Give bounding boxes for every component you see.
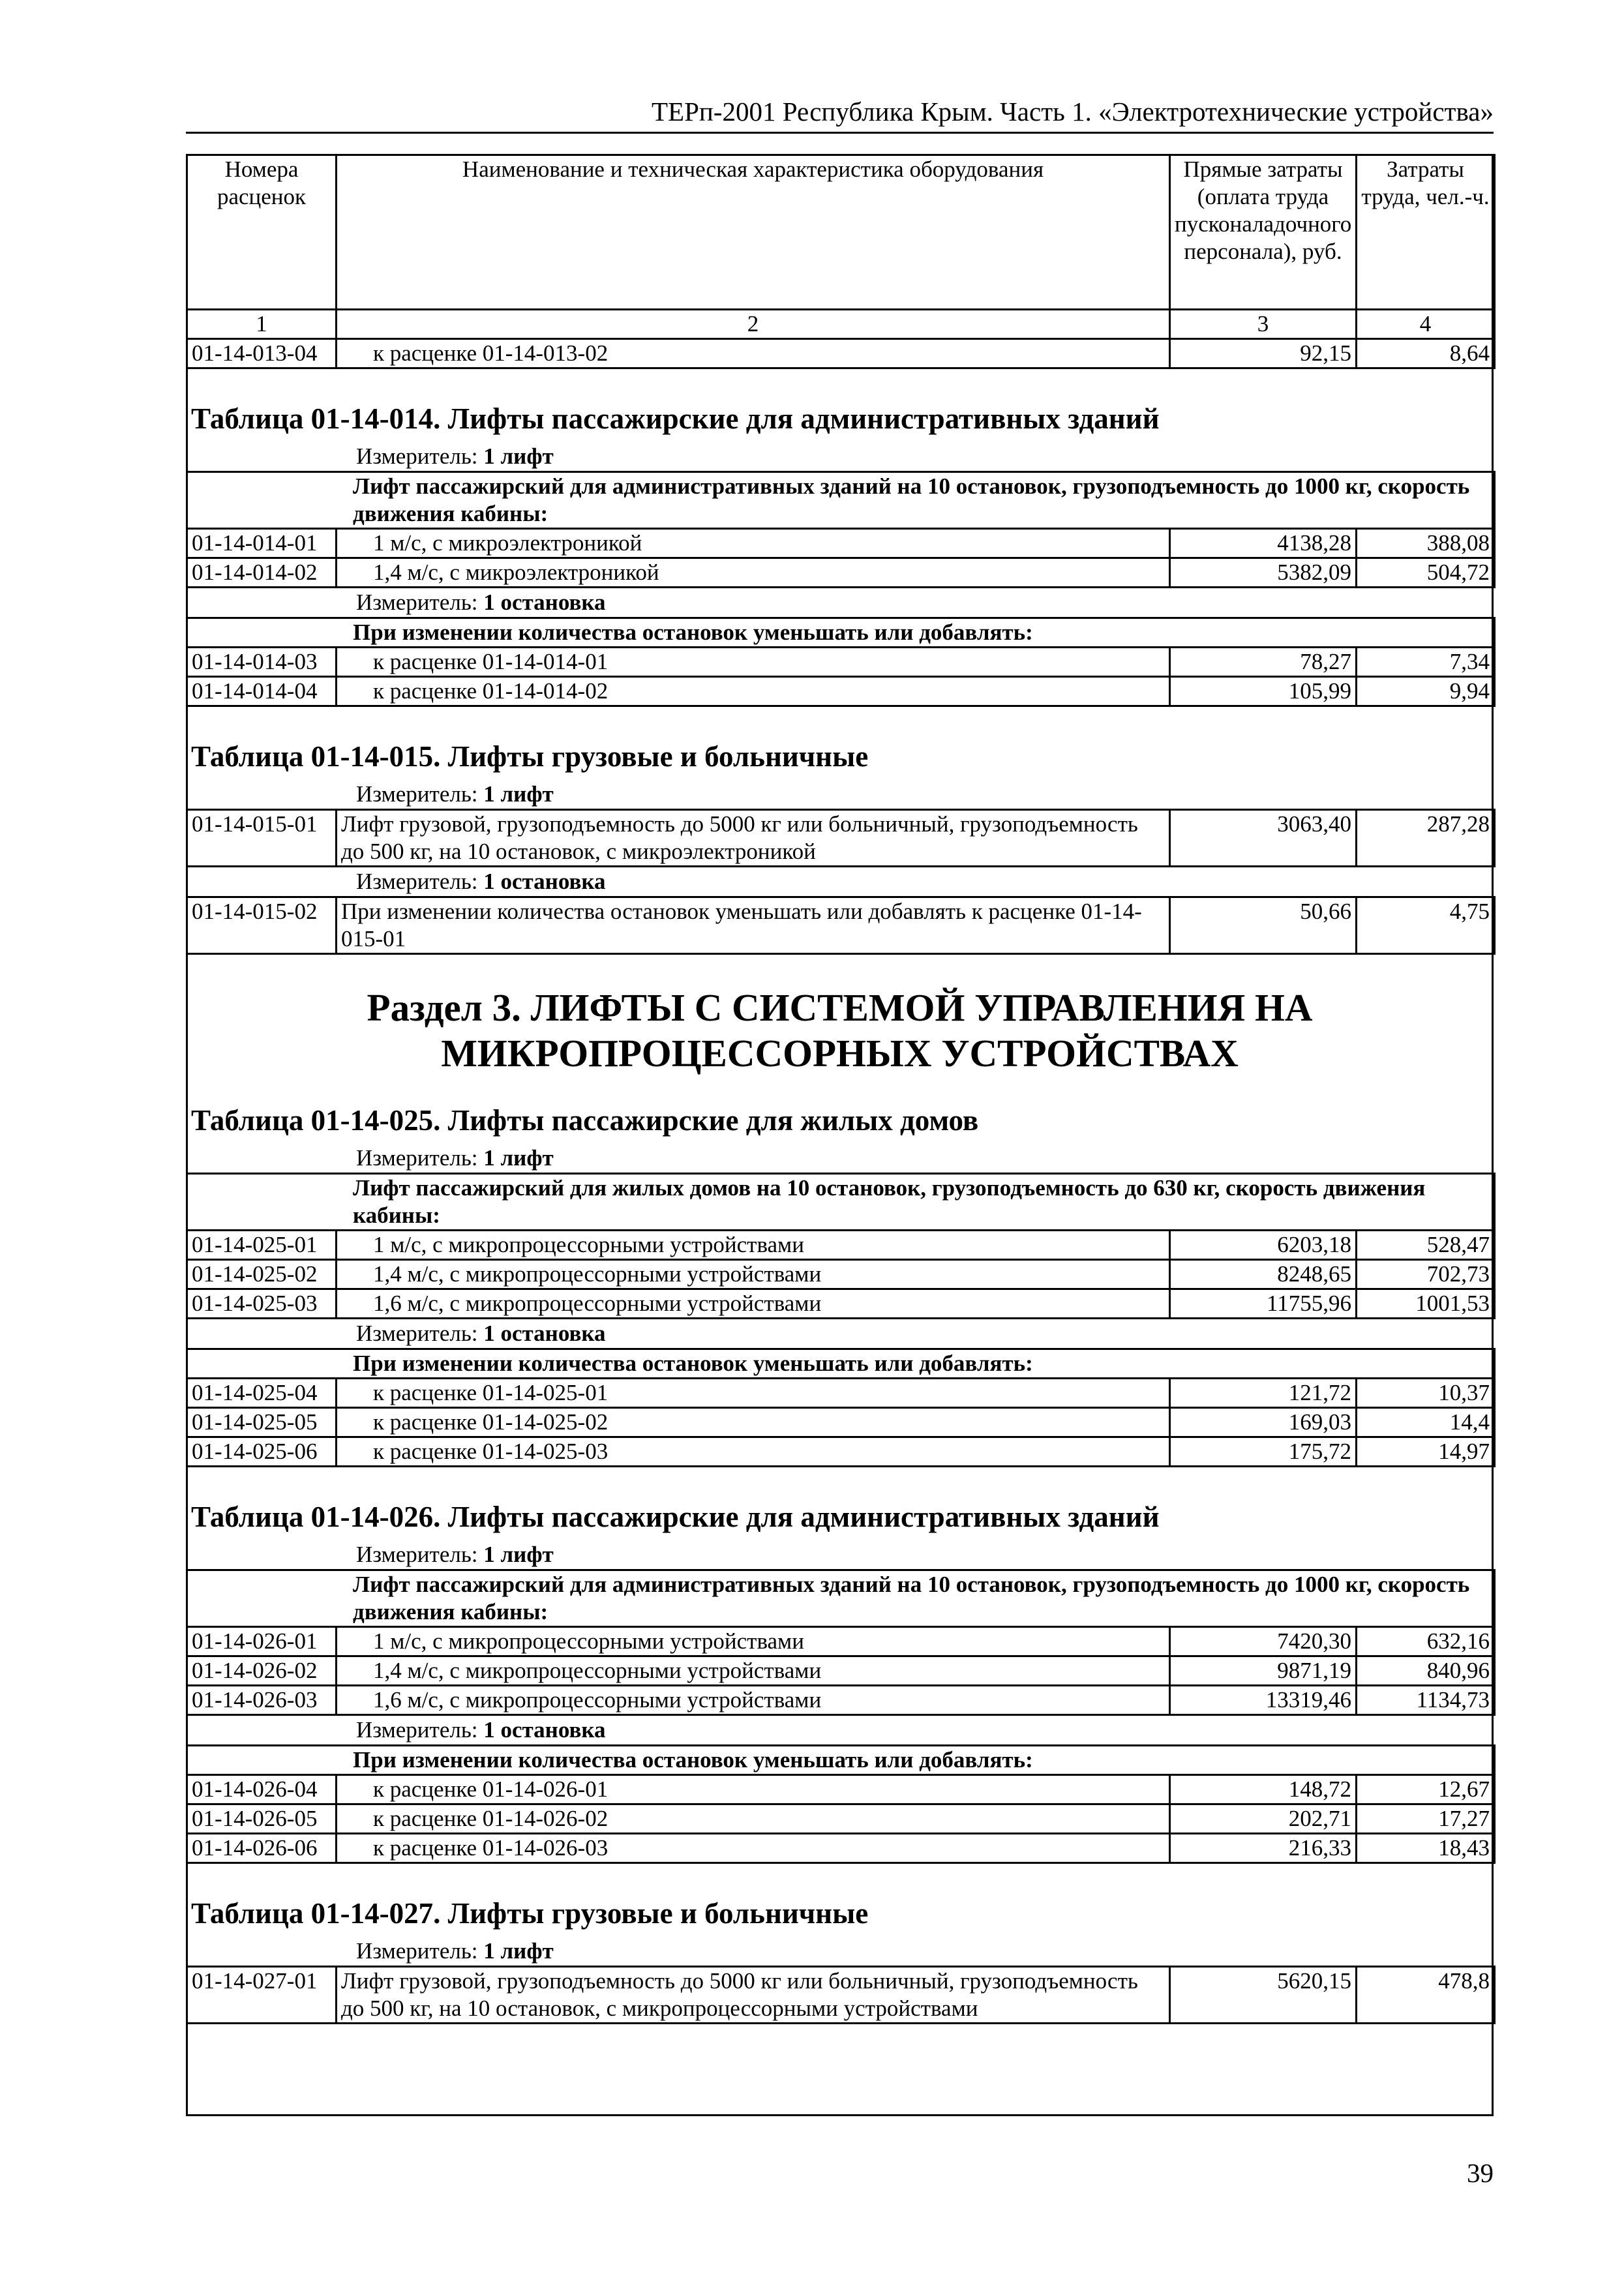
rate-code: 01-14-025-05 (187, 1408, 337, 1437)
rates-table (186, 1173, 1496, 1319)
rate-cost: 8248,65 (1170, 1260, 1357, 1289)
measure-line (186, 1716, 1494, 1744)
rate-labor: 702,73 (1357, 1260, 1495, 1289)
column-header-name: Наименование и техническая характеристика оборудования (337, 155, 1170, 310)
measure-line (186, 1937, 1494, 1966)
measure-value: 1 лифт (483, 1938, 554, 1964)
rate-labor: 9,94 (1357, 677, 1495, 706)
rate-cost: 105,99 (1170, 677, 1357, 706)
rate-name: к расценке 01-14-025-03 (337, 1437, 1170, 1467)
measure-label: Измеритель: (356, 1717, 478, 1743)
table-row (187, 1775, 1495, 1804)
rate-code: 01-14-025-03 (187, 1289, 337, 1319)
rate-name: к расценке 01-14-025-02 (337, 1408, 1170, 1437)
column-header-table (186, 154, 1496, 369)
rate-labor: 14,97 (1357, 1437, 1495, 1467)
measure-line (186, 442, 1494, 471)
table-row (187, 1656, 1495, 1686)
measure-value: 1 остановка (483, 1321, 606, 1346)
rates-table (186, 1966, 1496, 2024)
column-header-labor: Затраты труда, чел.-ч. (1357, 155, 1495, 310)
rate-name: Лифт грузовой, грузоподъемность до 5000 кг или больничный, грузоподъемность до 500 кг, на 10 остановок, с микроэлектроникой (337, 810, 1170, 867)
table-row (187, 1437, 1495, 1467)
table-row (187, 529, 1495, 558)
table-row (187, 810, 1495, 867)
measure-value: 1 остановка (483, 869, 606, 894)
rates-table (186, 809, 1496, 867)
rate-cost: 175,72 (1170, 1437, 1357, 1467)
group-heading: При изменении количества остановок уменьшать или добавлять: (187, 618, 1495, 648)
rate-code: 01-14-025-04 (187, 1379, 337, 1408)
measure-value: 1 остановка (483, 590, 606, 615)
table-row (187, 1260, 1495, 1289)
group-row (187, 1349, 1495, 1379)
page-number: 39 (1467, 2158, 1494, 2188)
rate-name: 1,4 м/с, с микропроцессорными устройствами (337, 1260, 1170, 1289)
column-number-1: 1 (187, 310, 337, 339)
rate-cost: 5620,15 (1170, 1967, 1357, 2024)
column-number-3: 3 (1170, 310, 1357, 339)
rate-code: 01-14-026-06 (187, 1834, 337, 1863)
rate-cost: 169,03 (1170, 1408, 1357, 1437)
rate-labor: 632,16 (1357, 1627, 1495, 1656)
table-row (187, 558, 1495, 588)
rate-name: к расценке 01-14-026-02 (337, 1804, 1170, 1834)
measure-line (186, 1319, 1494, 1348)
rate-code: 01-14-013-04 (187, 339, 337, 368)
group-row (187, 472, 1495, 529)
rate-code: 01-14-025-06 (187, 1437, 337, 1467)
rate-labor: 840,96 (1357, 1656, 1495, 1686)
rate-code: 01-14-014-02 (187, 558, 337, 588)
section-heading-line: Раздел 3. ЛИФТЫ С СИСТЕМОЙ УПРАВЛЕНИЯ НА (367, 986, 1313, 1029)
rate-labor: 287,28 (1357, 810, 1495, 867)
table-row (187, 1804, 1495, 1834)
table-row (187, 1289, 1495, 1319)
rate-cost: 9871,19 (1170, 1656, 1357, 1686)
rate-cost: 7420,30 (1170, 1627, 1357, 1656)
measure-line (186, 1144, 1494, 1173)
measure-label: Измеритель: (356, 869, 478, 894)
rate-code: 01-14-014-03 (187, 648, 337, 677)
group-heading: Лифт пассажирский для административных зданий на 10 остановок, грузоподъемность до 1000 кг, скорость движения кабины: (187, 1570, 1495, 1627)
table-row (187, 648, 1495, 677)
rate-labor: 478,8 (1357, 1967, 1495, 2024)
group-heading: При изменении количества остановок уменьшать или добавлять: (187, 1746, 1495, 1775)
section-heading-line: МИКРОПРОЦЕССОРНЫХ УСТРОЙСТВАХ (441, 1032, 1239, 1075)
rate-cost: 216,33 (1170, 1834, 1357, 1863)
rate-name: 1,6 м/с, с микропроцессорными устройствами (337, 1289, 1170, 1319)
rate-code: 01-14-025-01 (187, 1231, 337, 1260)
rate-labor: 18,43 (1357, 1834, 1495, 1863)
rate-code: 01-14-026-03 (187, 1686, 337, 1715)
table-row (187, 1379, 1495, 1408)
section-heading (186, 955, 1494, 1089)
measure-label: Измеритель: (356, 781, 478, 807)
rate-name: При изменении количества остановок уменьшать или добавлять к расценке 01-14-015-01 (337, 897, 1170, 954)
rate-labor: 1001,53 (1357, 1289, 1495, 1319)
rate-name: к расценке 01-14-026-01 (337, 1775, 1170, 1804)
rate-code: 01-14-026-04 (187, 1775, 337, 1804)
rate-code: 01-14-026-02 (187, 1656, 337, 1686)
rate-labor: 528,47 (1357, 1231, 1495, 1260)
rate-code: 01-14-015-01 (187, 810, 337, 867)
rate-name: к расценке 01-14-026-03 (337, 1834, 1170, 1863)
measure-line (186, 867, 1494, 896)
rate-name: к расценке 01-14-014-02 (337, 677, 1170, 706)
page-content (186, 154, 1494, 2024)
rate-labor: 14,4 (1357, 1408, 1495, 1437)
rate-code: 01-14-027-01 (187, 1967, 337, 2024)
rates-table (186, 471, 1496, 588)
table-row (187, 1627, 1495, 1656)
group-row (187, 1746, 1495, 1775)
rate-name: 1 м/с, с микропроцессорными устройствами (337, 1627, 1170, 1656)
measure-label: Измеритель: (356, 1542, 478, 1567)
rate-code: 01-14-026-05 (187, 1804, 337, 1834)
rate-name: к расценке 01-14-013-02 (337, 339, 1170, 368)
column-header-row (187, 155, 1495, 310)
column-header-cost: Прямые затраты (оплата труда пусконаладочного персонала), руб. (1170, 155, 1357, 310)
group-heading: Лифт пассажирский для административных зданий на 10 остановок, грузоподъемность до 1000 кг, скорость движения кабины: (187, 472, 1495, 529)
rate-cost: 11755,96 (1170, 1289, 1357, 1319)
rate-code: 01-14-025-02 (187, 1260, 337, 1289)
rate-cost: 78,27 (1170, 648, 1357, 677)
table-title: Таблица 01-14-027. Лифты грузовые и больничные (191, 1897, 869, 1930)
group-row (187, 1570, 1495, 1627)
rate-code: 01-14-015-02 (187, 897, 337, 954)
measure-label: Измеритель: (356, 1321, 478, 1346)
rate-cost: 121,72 (1170, 1379, 1357, 1408)
rate-name: 1 м/с, с микроэлектроникой (337, 529, 1170, 558)
measure-line (186, 588, 1494, 617)
rate-name: 1,6 м/с, с микропроцессорными устройствами (337, 1686, 1170, 1715)
rate-cost: 202,71 (1170, 1804, 1357, 1834)
measure-line (186, 780, 1494, 809)
measure-value: 1 лифт (483, 781, 554, 807)
table-row (187, 677, 1495, 706)
table-title: Таблица 01-14-025. Лифты пассажирские для жилых домов (191, 1104, 979, 1137)
rates-table (186, 1569, 1496, 1716)
rate-labor: 17,27 (1357, 1804, 1495, 1834)
measure-value: 1 лифт (483, 1145, 554, 1171)
rate-name: 1,4 м/с, с микроэлектроникой (337, 558, 1170, 588)
rate-labor: 7,34 (1357, 648, 1495, 677)
rate-code: 01-14-014-01 (187, 529, 337, 558)
rate-labor: 4,75 (1357, 897, 1495, 954)
column-number-row (187, 310, 1495, 339)
table-title: Таблица 01-14-014. Лифты пассажирские для административных зданий (191, 402, 1160, 435)
rate-cost: 92,15 (1170, 339, 1357, 368)
rate-labor: 12,67 (1357, 1775, 1495, 1804)
rate-labor: 10,37 (1357, 1379, 1495, 1408)
measure-label: Измеритель: (356, 1145, 478, 1171)
rate-name: Лифт грузовой, грузоподъемность до 5000 кг или больничный, грузоподъемность до 500 кг, на 10 остановок, с микропроцессорными устройствами (337, 1967, 1170, 2024)
measure-label: Измеритель: (356, 1938, 478, 1964)
rate-labor: 8,64 (1357, 339, 1495, 368)
rate-cost: 50,66 (1170, 897, 1357, 954)
rate-name: 1 м/с, с микропроцессорными устройствами (337, 1231, 1170, 1260)
rate-code: 01-14-026-01 (187, 1627, 337, 1656)
rate-name: к расценке 01-14-025-01 (337, 1379, 1170, 1408)
measure-value: 1 лифт (483, 443, 554, 469)
rate-cost: 13319,46 (1170, 1686, 1357, 1715)
rates-table (186, 1348, 1496, 1467)
group-row (187, 618, 1495, 648)
rate-cost: 3063,40 (1170, 810, 1357, 867)
rate-name: к расценке 01-14-014-01 (337, 648, 1170, 677)
rate-cost: 5382,09 (1170, 558, 1357, 588)
table-row (187, 897, 1495, 954)
rate-labor: 1134,73 (1357, 1686, 1495, 1715)
rate-code: 01-14-014-04 (187, 677, 337, 706)
rate-name: 1,4 м/с, с микропроцессорными устройствами (337, 1656, 1170, 1686)
rate-labor: 388,08 (1357, 529, 1495, 558)
table-row (187, 339, 1495, 368)
rate-cost: 6203,18 (1170, 1231, 1357, 1260)
measure-label: Измеритель: (356, 443, 478, 469)
table-row (187, 1686, 1495, 1715)
column-number-2: 2 (337, 310, 1170, 339)
column-number-4: 4 (1357, 310, 1495, 339)
table-title: Таблица 01-14-015. Лифты грузовые и больничные (191, 740, 869, 773)
group-heading: Лифт пассажирский для жилых домов на 10 остановок, грузоподъемность до 630 кг, скорость движения кабины: (187, 1174, 1495, 1231)
rates-table (186, 617, 1496, 707)
rate-cost: 148,72 (1170, 1775, 1357, 1804)
rate-labor: 504,72 (1357, 558, 1495, 588)
group-heading: При изменении количества остановок уменьшать или добавлять: (187, 1349, 1495, 1379)
table-row (187, 1834, 1495, 1863)
rates-table (186, 1744, 1496, 1864)
table-row (187, 1231, 1495, 1260)
measure-value: 1 лифт (483, 1542, 554, 1567)
measure-label: Измеритель: (356, 590, 478, 615)
measure-line (186, 1540, 1494, 1569)
table-row (187, 1408, 1495, 1437)
rates-table (186, 896, 1496, 955)
table-row (187, 1967, 1495, 2024)
measure-value: 1 остановка (483, 1717, 606, 1743)
running-header: ТЕРп-2001 Республика Крым. Часть 1. «Электротехнические устройства» (186, 95, 1494, 134)
rate-cost: 4138,28 (1170, 529, 1357, 558)
table-title: Таблица 01-14-026. Лифты пассажирские для административных зданий (191, 1501, 1160, 1533)
column-header-codes: Номера расценок (187, 155, 337, 310)
group-row (187, 1174, 1495, 1231)
